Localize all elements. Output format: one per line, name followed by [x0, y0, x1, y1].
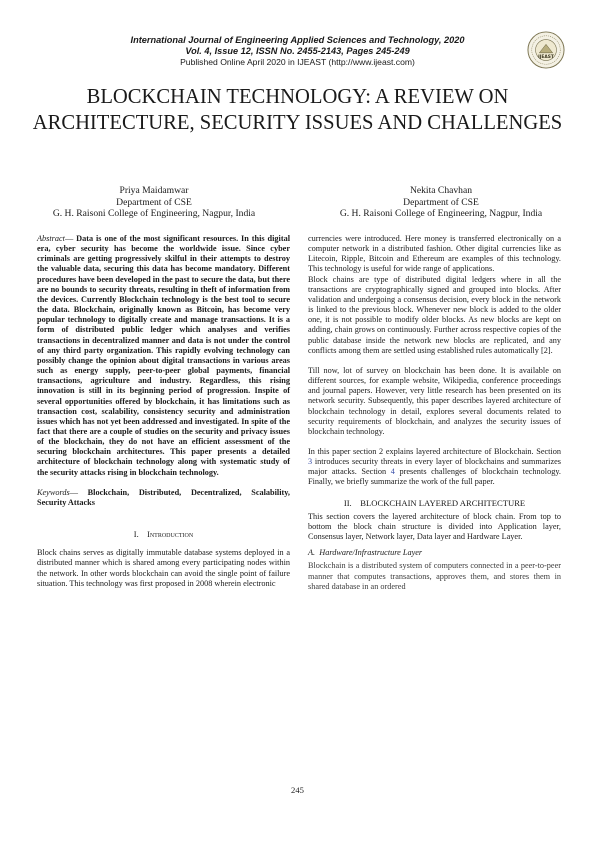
section-3-link[interactable]: 3 — [308, 457, 313, 467]
keywords: Keywords— Blockchain, Distributed, Decentralized, Scalability, Security Attacks — [37, 487, 290, 507]
abstract: Abstract— Data is one of the most significant resources. In this digital era, cyber security has become the worldwide issue. Since cyber criminals are getting progressively skilful in their attempts to destroy the valuable data, securing this data has become mandatory. Different procedures have been developed in the past to secure the data, but there are no bounds to security threats, resulting in theft of information from the devices. Currently Blockchain technology is the best tool to secure the data. Blockchain, originally known as Bitcoin, has become very popular technology to digitally create and manage transactions. It is a form of distributed public ledger which analyses and verifies transactions in decentralized manner and data is not under the control of any third party organization. This rapidly evolving technology can possibly change the opinion about digital transactions in various areas such as energy supply, peer-to-peer global payments, financial transactions, agriculture and industry. Regardless, this rising innovation is still in its beginning period of progression. Inspite of several opportunities offered by blockchain, it has limitations such as transaction cost, scalability, consistency security and administration issues which has not yet been addressed and investigated. In spite of the fact that there are a couple of studies on the security and privacy issues of the blockchain, they do not have an efficient assessment of the securing blockchain architectures. This paper presents a detailed architecture of blockchain technology along with systematic study of the security attacks rising in blockchain technology. — [37, 234, 290, 477]
intro-paragraph-2: currencies were introduced. Here money is transferred electronically on a computer network in a distributed fashion. Other digital currencies like as Litecoin, Ripple, Bitcoin and Ethereum are examples of this technology. This technology is useful for wide range of applications. — [308, 234, 561, 274]
intro-paragraph-4: Till now, lot of survey on blockchain has been done. It is available on different sources, for example website, Wikipedia, conference proceedings and journal papers. However, very little research has been presented on its network security. Subsequently, this paper describes layered architecture of blockchain technology in detail, explores several documents related to security requirements of blockchain, and analyzes the security issues of blockchain technology. — [308, 365, 561, 436]
left-column — [37, 234, 290, 589]
journal-header — [0, 35, 595, 68]
section-heading-introduction: I. Introduction — [133, 530, 194, 540]
abstract-label: Abstract — [37, 234, 65, 243]
abstract-body: Data is one of the most significant resources. In this digital era, cyber security has become the worldwide issue. Since cyber criminals are getting progressively skilful in their attempts to destroy the valuable data, securing this data has become mandatory. Different procedures have been developed in the past to secure the data, but there are no bounds to security threats, resulting in theft of information from the devices. Currently Blockchain technology is the best tool to secure the data. Blockchain, originally known as Bitcoin, has become very popular technology to digitally create and manage transactions. It is a form of distributed public ledger which analyses and verifies transactions in decentralized manner and data is not under the control of any third party organization. This rapidly evolving technology can possibly change the opinion about digital transactions in various areas such as energy supply, peer-to-peer global payments, financial transactions, agriculture and industry. Regardless, this rising innovation is still in its beginning period of progression. Inspite of several opportunities offered by blockchain, it has limitations such as transaction cost, scalability, consistency security and administration issues which has not yet been addressed and investigated. In spite of the fact that there are a couple of studies on the security and privacy issues of the blockchain, they do not have an efficient assessment of the securing blockchain architectures. This paper presents a detailed architecture of blockchain technology along with systematic study of the security attacks rising in blockchain technology. — [37, 234, 290, 477]
author-affiliation: G. H. Raisoni College of Engineering, Nagpur, India — [52, 208, 256, 220]
author-block-2 — [305, 185, 577, 220]
author-dept: Department of CSE — [116, 196, 192, 208]
journal-volume: Vol. 4, Issue 12, ISSN No. 2455-2143, Pages 245-249 — [185, 46, 410, 56]
hardware-paragraph: Blockchain is a distributed system of computers connected in a peer-to-peer manner that computes transactions, approves them, and stores them in shared database in an ordered — [308, 561, 561, 591]
intro-paragraph-1: Block chains serves as digitally immutable database systems deployed in a distributed manner which is shared among every participating nodes within the network. In other words blockchain can avoid the single point of failure situation. This technology was first proposed in 2008 wherein electronic — [37, 548, 290, 588]
page-number: 245 — [291, 785, 304, 795]
author-block-1 — [18, 185, 290, 220]
section-4-link[interactable]: 4 — [390, 467, 395, 477]
intro-paragraph-5: In this paper section 2 explains layered architecture of Blockchain. Section 3 introduces security threats in every layer of blockchains and summarizes major attacks. Section 4 presents challenges of blockchain technology. Finally, we briefly summarize the work of the full paper. — [308, 446, 561, 487]
author-name: Priya Maidamwar — [119, 185, 189, 196]
svg-text:IJEAST: IJEAST — [538, 55, 554, 61]
author-dept: Department of CSE — [403, 196, 479, 208]
architecture-paragraph: This section covers the layered architecture of block chain. From top to bottom the block chain structure is divided into Application layer, Consensus layer, Network layer, Data layer and Hardware Layer. — [308, 511, 561, 542]
keywords-label: Keywords — [37, 487, 70, 497]
subsection-heading-hardware: A. Hardware/Infrastructure Layer — [308, 548, 423, 558]
journal-seal-logo — [527, 31, 565, 69]
keywords-body: Blockchain, Distributed, Decentralized, Scalability, Security Attacks — [37, 487, 290, 507]
author-affiliation: G. H. Raisoni College of Engineering, Nagpur, India — [339, 208, 543, 220]
section-heading-architecture: II. BLOCKCHAIN LAYERED ARCHITECTURE — [343, 497, 526, 508]
paper-title: BLOCKCHAIN TECHNOLOGY: A REVIEW ON ARCHITECTURE, SECURITY ISSUES AND CHALLENGES — [32, 86, 563, 134]
journal-name: International Journal of Engineering Applied Sciences and Technology, 2020 — [130, 35, 465, 45]
published-line: Published Online April 2020 in IJEAST (http://www.ijeast.com) — [180, 57, 415, 67]
intro-paragraph-3: Block chains are type of distributed digital ledgers where in all the transactions are cryptographically signed and grouped into blocks. After validation and undergoing a consensus decision, every block in the network is linked to the previous block. Whenever new block is added to the older one, it is not possible to modify older blocks. As new blocks are kept on adding, chain grows on continuously. Further across respective copies of the public database inside the network new blocks are replicated, and any conflicts among them are settled using established rules automatically [2]. — [308, 274, 561, 355]
author-name: Nekita Chavhan — [409, 185, 473, 196]
right-column — [308, 234, 561, 592]
